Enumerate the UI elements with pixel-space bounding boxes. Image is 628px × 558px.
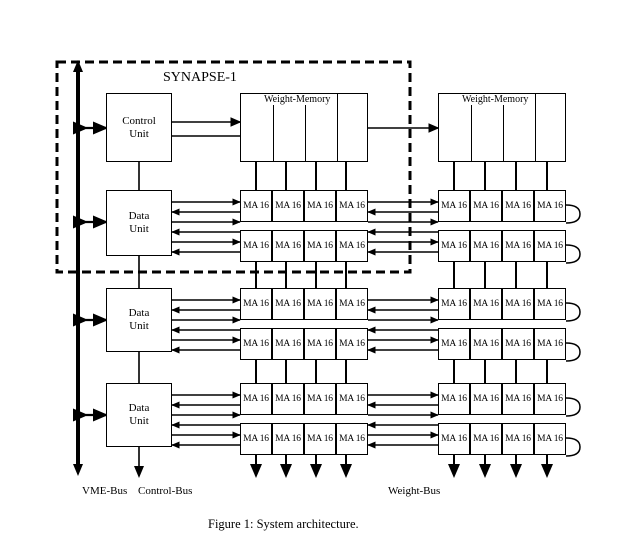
ma-cell: MA 16 — [470, 423, 502, 455]
ma-cell: MA 16 — [272, 423, 304, 455]
ma-cell: MA 16 — [240, 230, 272, 262]
ma-cell: MA 16 — [502, 328, 534, 360]
weight-memory-1-label: Weight-Memory — [264, 94, 331, 105]
ma-cell: MA 16 — [272, 288, 304, 320]
data-unit-label-line1: Data — [128, 210, 150, 223]
diagram-title: SYNAPSE-1 — [163, 70, 237, 85]
ma-cell: MA 16 — [240, 288, 272, 320]
ma-cell: MA 16 — [272, 328, 304, 360]
control-bus-label: Control-Bus — [138, 485, 193, 497]
ma-cell: MA 16 — [304, 190, 336, 222]
ma-cell: MA 16 — [336, 230, 368, 262]
ma-cell: MA 16 — [502, 423, 534, 455]
data-unit-label-line1: Data — [128, 307, 150, 320]
ma-cell: MA 16 — [502, 230, 534, 262]
ma-cell: MA 16 — [438, 328, 470, 360]
data-unit-label-line2: Unit — [129, 415, 149, 427]
control-unit-block — [106, 93, 172, 162]
weight-bus-label: Weight-Bus — [388, 485, 441, 497]
data-unit-label-line2: Unit — [129, 223, 149, 235]
ma-cell: MA 16 — [470, 288, 502, 320]
ma-cell: MA 16 — [534, 288, 566, 320]
ma-cell: MA 16 — [438, 230, 470, 262]
ma-cell: MA 16 — [534, 230, 566, 262]
ma-cell: MA 16 — [272, 383, 304, 415]
ma-cell: MA 16 — [304, 383, 336, 415]
ma-cell: MA 16 — [502, 288, 534, 320]
ma-cell: MA 16 — [534, 383, 566, 415]
ma-cell: MA 16 — [470, 230, 502, 262]
ma-cell: MA 16 — [438, 423, 470, 455]
control-unit-label-line2: Unit — [129, 127, 149, 140]
ma-cell: MA 16 — [272, 230, 304, 262]
figure-caption: Figure 1: System architecture. — [208, 517, 359, 531]
ma-cell: MA 16 — [534, 423, 566, 455]
ma-cell: MA 16 — [502, 190, 534, 222]
data-unit-row-3 — [106, 383, 172, 447]
data-unit-label-line1: Data — [128, 402, 150, 415]
ma-cell: MA 16 — [240, 383, 272, 415]
ma-cell: MA 16 — [336, 328, 368, 360]
ma-cell: MA 16 — [336, 423, 368, 455]
data-unit-row-1 — [106, 190, 172, 256]
ma-cell: MA 16 — [272, 190, 304, 222]
ma-cell: MA 16 — [470, 190, 502, 222]
ma-cell: MA 16 — [240, 328, 272, 360]
weight-memory-cell — [535, 94, 536, 161]
ma-cell: MA 16 — [534, 190, 566, 222]
vme-bus-label: VME-Bus — [82, 485, 128, 497]
ma-cell: MA 16 — [470, 328, 502, 360]
ma-cell: MA 16 — [438, 383, 470, 415]
weight-memory-2-label: Weight-Memory — [462, 94, 529, 105]
ma-cell: MA 16 — [304, 328, 336, 360]
ma-cell: MA 16 — [240, 190, 272, 222]
ma-cell: MA 16 — [336, 288, 368, 320]
ma-cell: MA 16 — [438, 288, 470, 320]
ma-cell: MA 16 — [304, 423, 336, 455]
control-unit-label-line1: Control — [122, 114, 156, 127]
ma-cell: MA 16 — [336, 190, 368, 222]
ma-cell: MA 16 — [438, 190, 470, 222]
ma-cell: MA 16 — [304, 288, 336, 320]
data-unit-label-line2: Unit — [129, 320, 149, 332]
ma-cell: MA 16 — [534, 328, 566, 360]
data-unit-row-2 — [106, 288, 172, 352]
ma-cell: MA 16 — [336, 383, 368, 415]
weight-memory-cell — [337, 94, 338, 161]
ma-cell: MA 16 — [470, 383, 502, 415]
ma-cell: MA 16 — [240, 423, 272, 455]
ma-cell: MA 16 — [502, 383, 534, 415]
ma-cell: MA 16 — [304, 230, 336, 262]
